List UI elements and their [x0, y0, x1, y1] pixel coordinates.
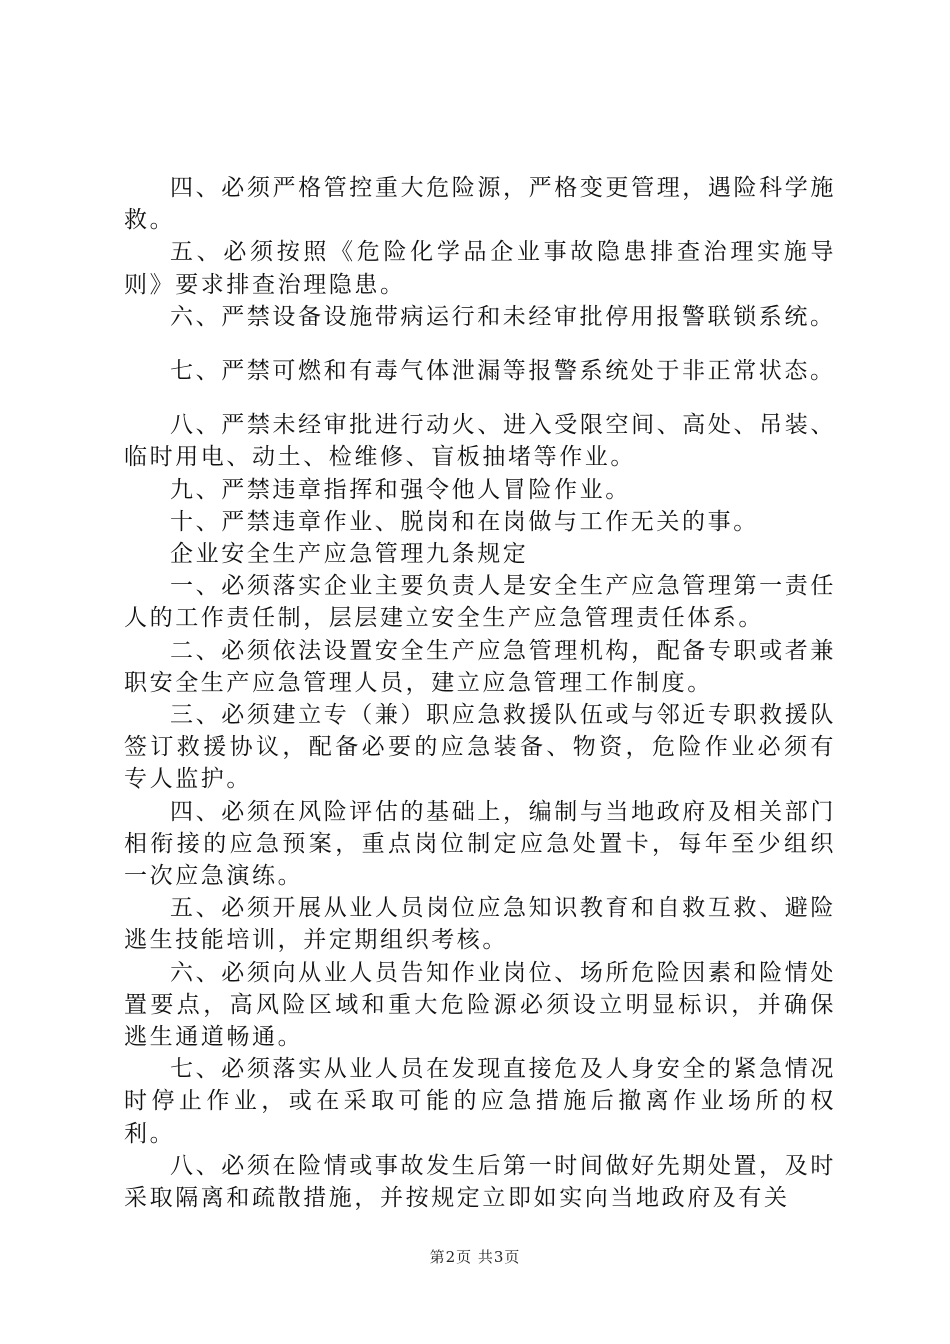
paragraph-item-6: 六、严禁设备设施带病运行和未经审批停用报警联锁系统。 [170, 303, 836, 330]
paragraph-item-8: 八、严禁未经审批进行动火、进入受限空间、高处、吊装、临时用电、动土、检维修、盲板抽堵等作业。 [124, 412, 836, 471]
page-footer: 第2页 共3页 [429, 1248, 521, 1266]
rule-item-3: 三、必须建立专（兼）职应急救援队伍或与邻近专职救援队签订救援协议，配备必要的应急装备、物资，危险作业必须有专人监护。 [124, 702, 836, 793]
rule-item-1: 一、必须落实企业主要负责人是安全生产应急管理第一责任人的工作责任制，层层建立安全生产应急管理责任体系。 [124, 573, 836, 632]
rule-item-8: 八、必须在险情或事故发生后第一时间做好先期处置，及时采取隔离和疏散措施，并按规定立即如实向当地政府及有关 [124, 1152, 836, 1212]
paragraph-item-5: 五、必须按照《危险化学品企业事故隐患排查治理实施导则》要求排查治理隐患。 [124, 239, 836, 298]
paragraph-item-4: 四、必须严格管控重大危险源，严格变更管理，遇险科学施救。 [124, 175, 836, 234]
paragraph-item-9: 九、严禁违章指挥和强令他人冒险作业。 [170, 476, 631, 503]
rule-item-2: 二、必须依法设置安全生产应急管理机构，配备专职或者兼职安全生产应急管理人员，建立应急管理工作制度。 [124, 637, 836, 696]
rule-item-5: 五、必须开展从业人员岗位应急知识教育和自救互救、避险逃生技能培训，并定期组织考核。 [124, 895, 836, 954]
rule-item-6: 六、必须向从业人员告知作业岗位、场所危险因素和险情处置要点，高风险区域和重大危险源必须设立明显标识，并确保逃生通道畅通。 [124, 959, 836, 1051]
paragraph-item-7: 七、严禁可燃和有毒气体泄漏等报警系统处于非正常状态。 [170, 358, 836, 385]
rule-item-4: 四、必须在风险评估的基础上，编制与当地政府及相关部门相衔接的应急预案，重点岗位制定应急处置卡，每年至少组织一次应急演练。 [124, 798, 836, 890]
paragraph-item-10: 十、严禁违章作业、脱岗和在岗做与工作无关的事。 [170, 508, 759, 535]
section-heading: 企业安全生产应急管理九条规定 [170, 541, 529, 568]
document-body [124, 172, 836, 1214]
rule-item-7: 七、必须落实从业人员在发现直接危及人身安全的紧急情况时停止作业，或在采取可能的应急措施后撤离作业场所的权利。 [124, 1056, 836, 1147]
